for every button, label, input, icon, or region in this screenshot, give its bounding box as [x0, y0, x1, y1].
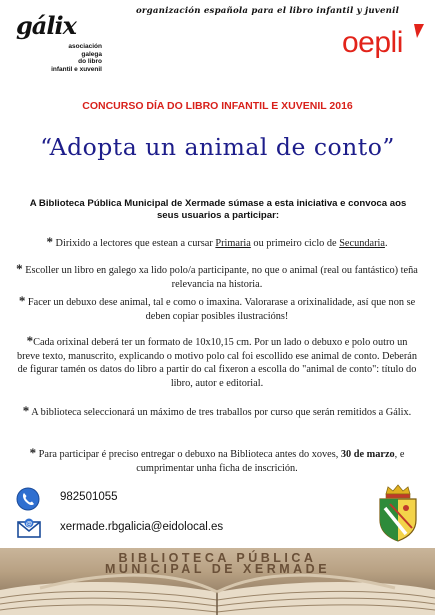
bullet: * — [18, 293, 26, 308]
galix-subtitle-line: asociación — [68, 43, 102, 50]
rule-paragraph-5 — [14, 404, 420, 420]
phone-icon — [16, 487, 40, 511]
coat-of-arms-icon — [376, 484, 420, 542]
rule-paragraph-4 — [14, 334, 420, 391]
oepli-logo — [340, 22, 432, 62]
primaria-text: Primaria — [215, 238, 251, 249]
rule-paragraph-3 — [14, 294, 420, 323]
main-title: “Adopta un animal de conto” — [40, 133, 395, 161]
p6-text: Para participar é preciso entregar o debuxo na Biblioteca antes do xoves, — [36, 449, 341, 460]
oepli-tagline: organización española para el libro infantil y juvenil — [136, 6, 400, 16]
p4-text: Cada orixinal deberá ter un formato de 10x10,15 cm. Por un lado o debuxo e polo outro un breve texto, manuscrito, explicando o motivo polo cal foi escollido ese animal de conto. Deberán de figurar tamén os datos do libro a partir do cal fixeron a escolla do "animal de conto": título do libro, autor e editorial. — [16, 337, 418, 390]
phone-number: 982501055 — [60, 491, 118, 503]
svg-text:@: @ — [25, 520, 33, 528]
oepli-logo-text: oepli — [342, 26, 403, 59]
rule-paragraph-6 — [14, 446, 420, 475]
p1-text: . — [384, 238, 388, 249]
p2-text: Escoller un libro en galego xa lido polo/a participante, no que o animal (real ou fantástico) teña relevancia na historia. — [22, 265, 418, 290]
banner-line-1: BIBLIOTECA PÚBLICA — [118, 551, 317, 565]
bullet: * — [29, 445, 37, 460]
contest-title: CONCURSO DÍA DO LIBRO INFANTIL E XUVENIL 2016 — [82, 100, 353, 112]
p3-text: Facer un debuxo dese animal, tal e como o imaxina. Valorarase a orixinalidade, así que non se deben copiar posibles ilustracións! — [25, 297, 416, 322]
p1-text: ou primeiro ciclo de — [250, 238, 340, 249]
library-banner — [0, 548, 435, 615]
email-address: xermade.rbgalicia@eidolocal.es — [60, 521, 224, 533]
rule-paragraph-2 — [14, 262, 420, 291]
banner-line-2: MUNICIPAL DE XERMADE — [104, 562, 331, 576]
p5-text: A biblioteca seleccionará un máximo de tres traballos por curso que serán remitidos a Gálix. — [29, 407, 412, 418]
galix-subtitle-line: galega — [81, 50, 102, 58]
galix-logo-text: gálix — [16, 12, 76, 40]
galix-subtitle-line: do libro — [78, 58, 102, 66]
deadline-text: 30 de marzo — [340, 449, 395, 460]
intro-text: A Biblioteca Pública Municipal de Xermade súmase a esta iniciativa e convoca aos seus usuarios a participar: — [29, 198, 407, 221]
secundaria-text: Secundaria — [339, 238, 385, 249]
bullet: * — [22, 403, 30, 418]
galix-logo — [14, 12, 106, 40]
mail-icon — [17, 517, 41, 541]
galix-subtitle — [38, 43, 102, 73]
bullet: * — [46, 234, 53, 249]
bullet: * — [26, 333, 34, 348]
galix-subtitle-line: infantil e xuvenil — [51, 65, 102, 73]
bullet: * — [16, 261, 23, 276]
p1-text: Dirixido a lectores que estean a cursar — [52, 238, 216, 249]
rule-paragraph-1 — [14, 235, 420, 251]
p6-text: , e cumprimentar unha ficha de inscrición. — [136, 449, 405, 474]
